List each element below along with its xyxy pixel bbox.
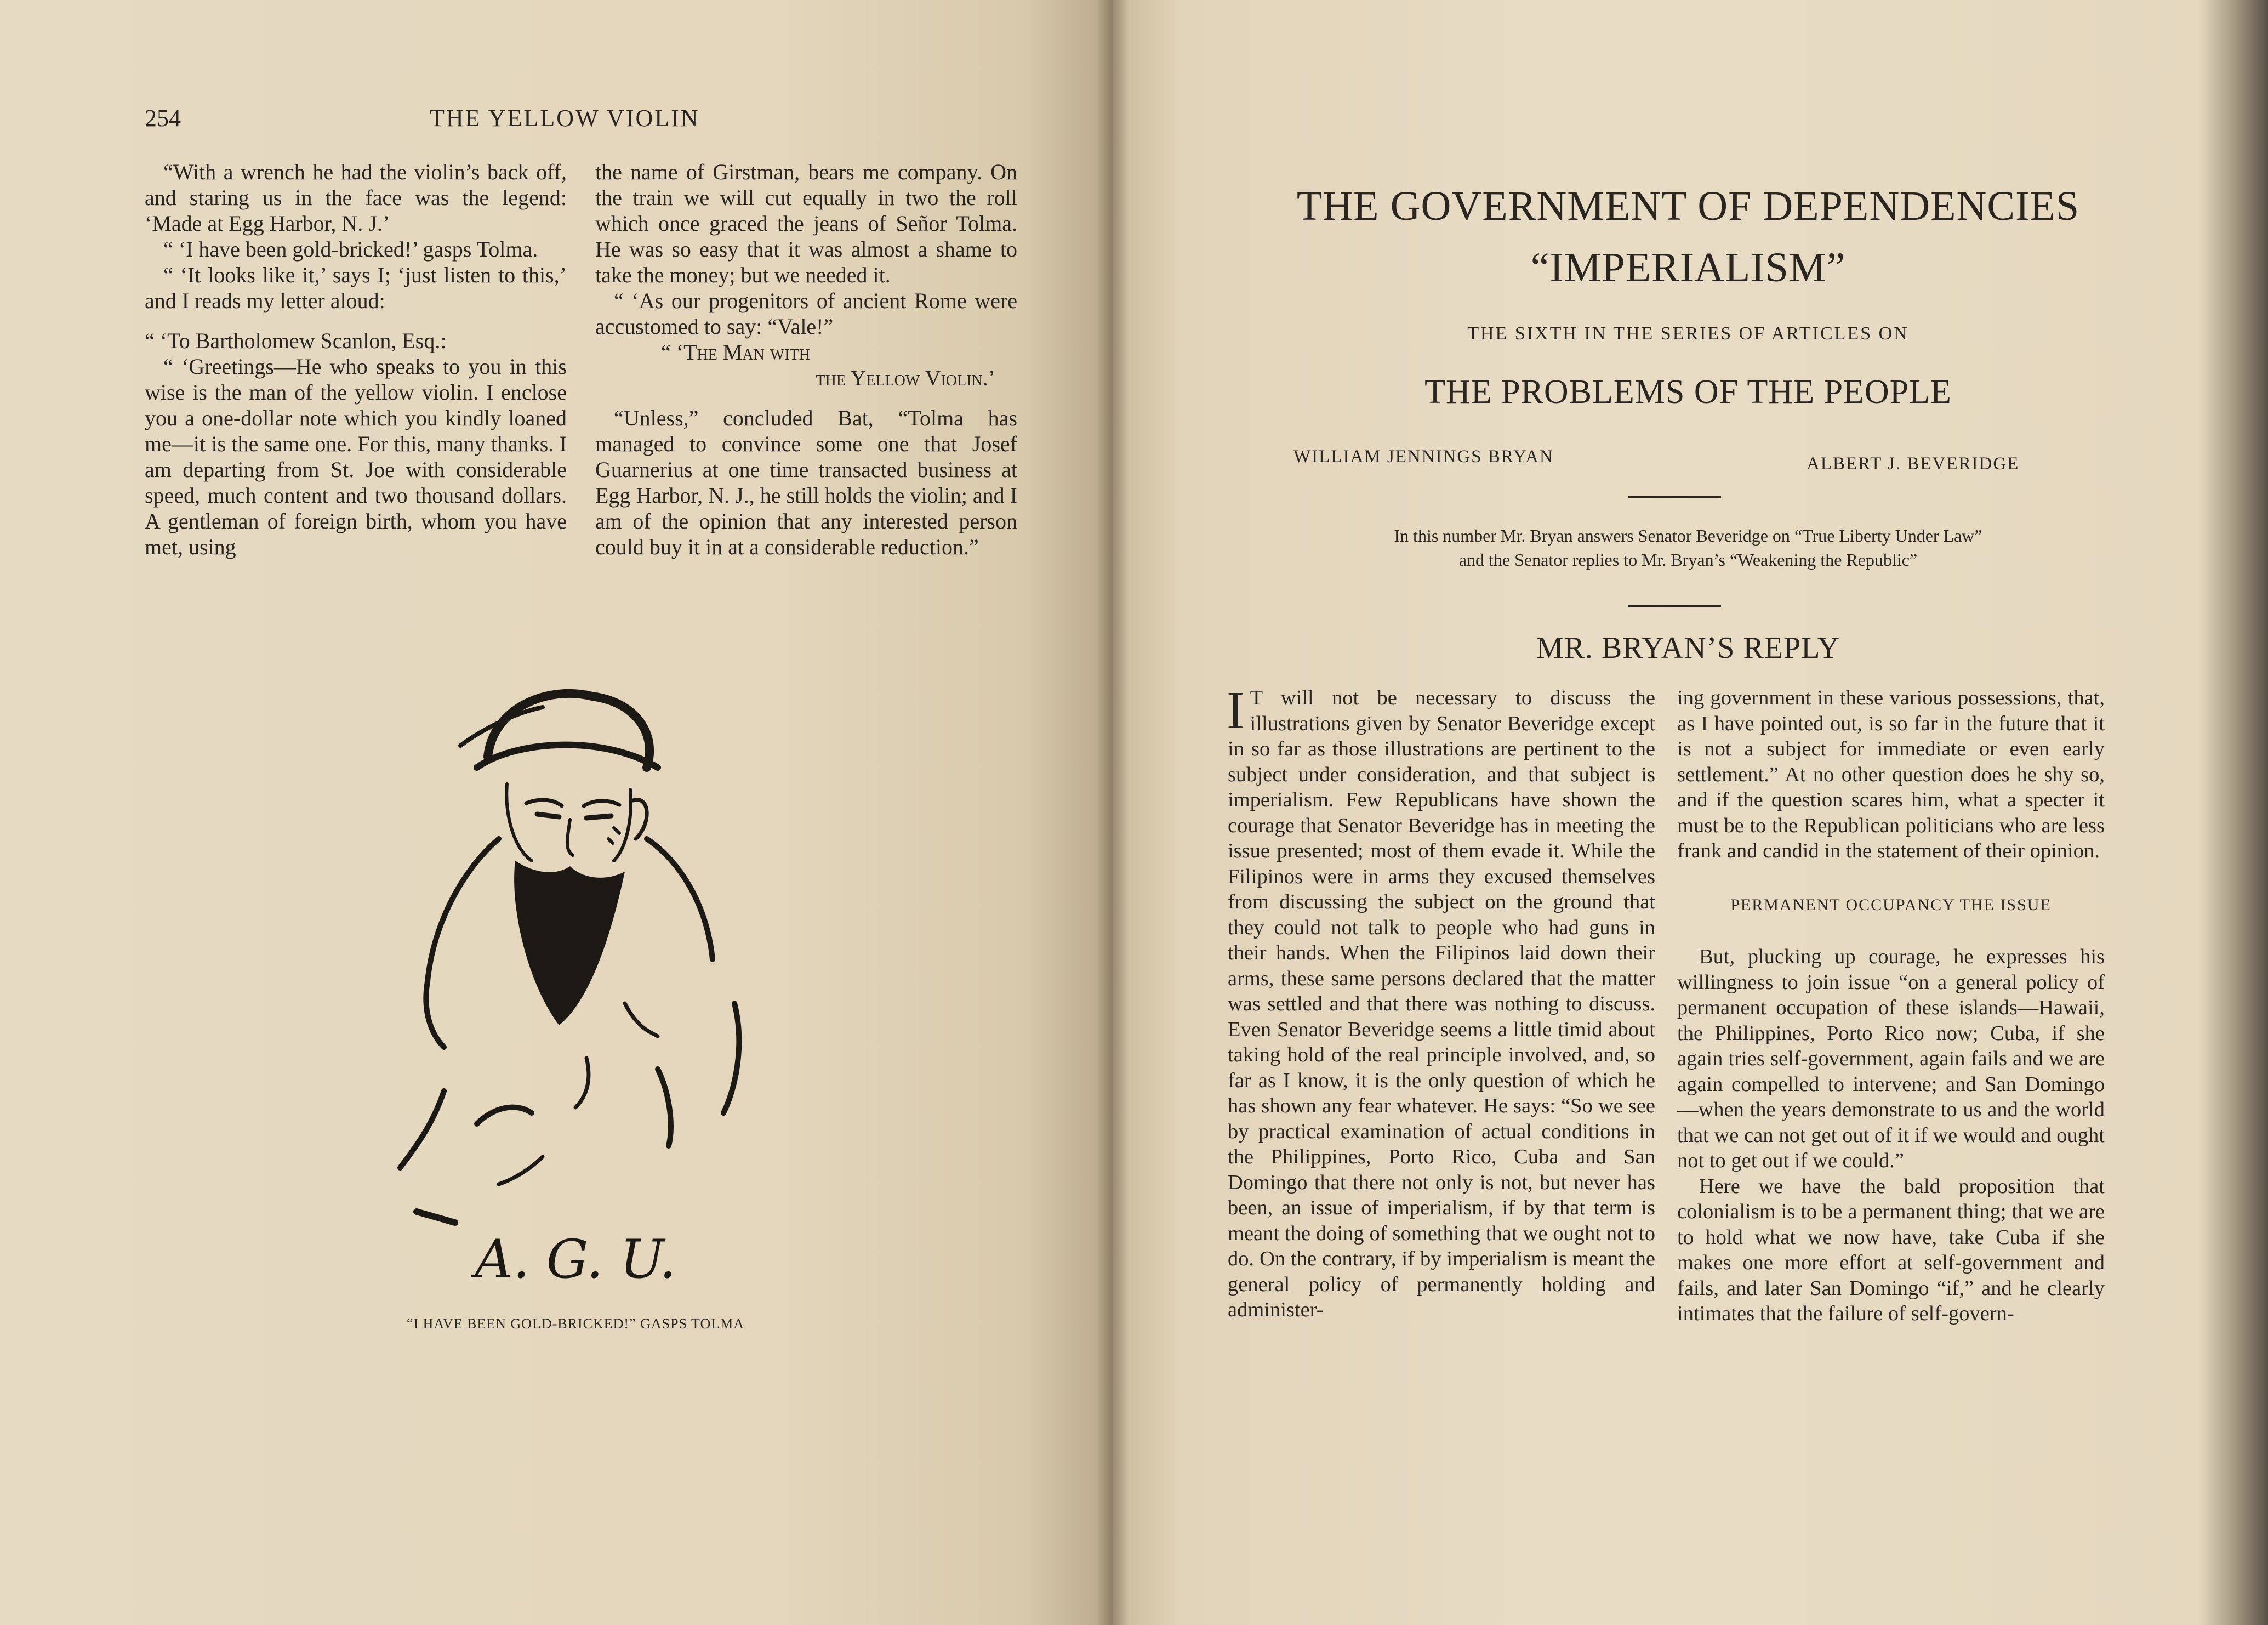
drop-cap: I — [1227, 681, 1245, 740]
paragraph: But, plucking up courage, he expresses his willingness to join issue “on a general policy of permanent occupation of these islands—Hawaii, the Philippines, Porto Rico now; Cuba, if she again tries self-government, again fails and we are again compelled to intervene; and San Domingo—when the years demonstrate to us and the world that we can not get out of it if we would and ought not to get out if we could.” — [1677, 945, 2105, 1172]
article-title — [1222, 175, 2154, 298]
paragraph: “ ‘I have been gold-bricked!’ gasps Tolma. — [163, 237, 538, 262]
paragraph: ing government in these various possessions, that, as I have pointed out, is so far in the future that it is not a subject for immediate or even early settlement.” At no other question does he shy so, and if the question scares him, what a specter it must be to the Republican politicians who are less frank and candid in the statement of their opinion. — [1677, 686, 2105, 862]
intro-line-2: and the Senator replies to Mr. Bryan’s “Weakening the Republic” — [1458, 550, 1918, 570]
letter-signature-line-2: the Yellow Violin.’ — [816, 366, 995, 390]
intro-line-1: In this number Mr. Bryan answers Senator Beveridge on “True Liberty Under Law” — [1394, 526, 1982, 546]
paragraph: “With a wrench he had the violin’s back off, and staring us in the face was the legend: ‘Made at Egg Harbor, N. J.’ — [145, 160, 567, 236]
running-title: THE YELLOW VIOLIN — [430, 105, 700, 132]
running-head — [145, 104, 1022, 137]
paragraph: “ ‘As our progenitors of ancient Rome were accustomed to say: “Vale!” — [595, 288, 1017, 339]
paragraph-text: T will not be necessary to discuss the illustrations given by Senator Beveridge except in so far as those illustrations are pertinent to the subject under consideration, and that subject is imperialism. Few Republicans have shown the courage that Senator Beveridge has in meeting the issue presented; most of them evade it. While the Filipinos were in arms they excused themselves from discussing the subject on the ground that they could not talk to people who had guns in their hands. When the Filipinos laid down their arms, these same persons declared that the matter was settled and that there was nothing to discuss. Even Senator Beveridge seems a little timid about taking hold of the real principle involved, and, so far as I know, it is the only question of which he has shown any fear whatever. He says: “So we see by practical examination of actual conditions in the Philippines, Porto Rico, Cuba and San Domingo that there not only is not, but never has been, an issue of imperialism, if by that term is meant the doing of something that we ought not to do. On the contrary, if by imperialism is meant the general policy of permanently holding and administer- — [1228, 686, 1655, 1321]
title-line-1: THE GOVERNMENT OF DEPENDENCIES — [1296, 183, 2080, 229]
story-column-2 — [595, 159, 1017, 560]
series-line: THE SIXTH IN THE SERIES OF ARTICLES ON — [1467, 323, 1909, 344]
page-number: 254 — [145, 105, 181, 132]
tolma-sketch-illustration — [351, 674, 800, 1305]
paragraph: “ ‘It looks like it,’ says I; ‘just listen to this,’ and I reads my letter aloud: — [145, 263, 567, 313]
book-gutter — [1096, 0, 1129, 1625]
left-page — [0, 0, 1113, 1625]
article-column-1 — [1227, 681, 1655, 1323]
illustration-caption: “I HAVE BEEN GOLD-BRICKED!” GASPS TOLMA — [406, 1316, 745, 1332]
paragraph: “Unless,” concluded Bat, “Tolma has managed to convince some one that Josef Guarnerius at one time transacted business at Egg Harbor, N. J., he still holds the violin; and I am of the opinion that any interested person could buy it in at a considerable reduction.” — [595, 406, 1017, 559]
subheading: PERMANENT OCCUPANCY THE ISSUE — [1730, 895, 2052, 914]
article-intro — [1277, 524, 2099, 572]
series-title: THE PROBLEMS OF THE PEOPLE — [1424, 373, 1952, 411]
letter-signature-line-1: “ ‘The Man with — [661, 340, 810, 365]
section-title: MR. BRYAN’S REPLY — [1536, 631, 1840, 665]
author-bryan: WILLIAM JENNINGS BRYAN — [1293, 447, 1554, 467]
story-column-1 — [145, 159, 567, 560]
author-beveridge: ALBERT J. BEVERIDGE — [1807, 454, 2020, 474]
paragraph — [1227, 681, 1655, 1323]
title-line-2: “IMPERIALISM” — [1530, 245, 1846, 291]
divider-rule — [1628, 605, 1721, 607]
letter-salutation: “ ‘To Bartholomew Scanlon, Esq.: — [145, 328, 447, 353]
letter-body: “ ‘Greetings—He who speaks to you in this wise is the man of the yellow violin. I enclose you a one-dollar note which you kindly loaned me—it is the same one. For this, many thanks. I am departing from St. Joe with considerable speed, much content and two thousand dollars. A gentleman of foreign birth, whom you have met, using — [145, 354, 567, 559]
paragraph: the name of Girstman, bears me company. On the train we will cut equally in two the roll which once graced the jeans of Señor Tolma. He was so easy that it was almost a shame to take the money; but we needed it. — [595, 160, 1017, 287]
divider-rule — [1628, 496, 1721, 498]
paragraph: Here we have the bald proposition that colonialism is to be a permanent thing; that we are to hold what we now have, take Cuba if she makes one more effort at self-government and fails, and later San Domingo “if,” and he clearly intimates that the failure of self-govern- — [1677, 1174, 2105, 1325]
right-page — [1113, 0, 2268, 1625]
artist-signature: A. G. U. — [475, 1229, 676, 1290]
article-column-2 — [1677, 685, 2105, 1327]
